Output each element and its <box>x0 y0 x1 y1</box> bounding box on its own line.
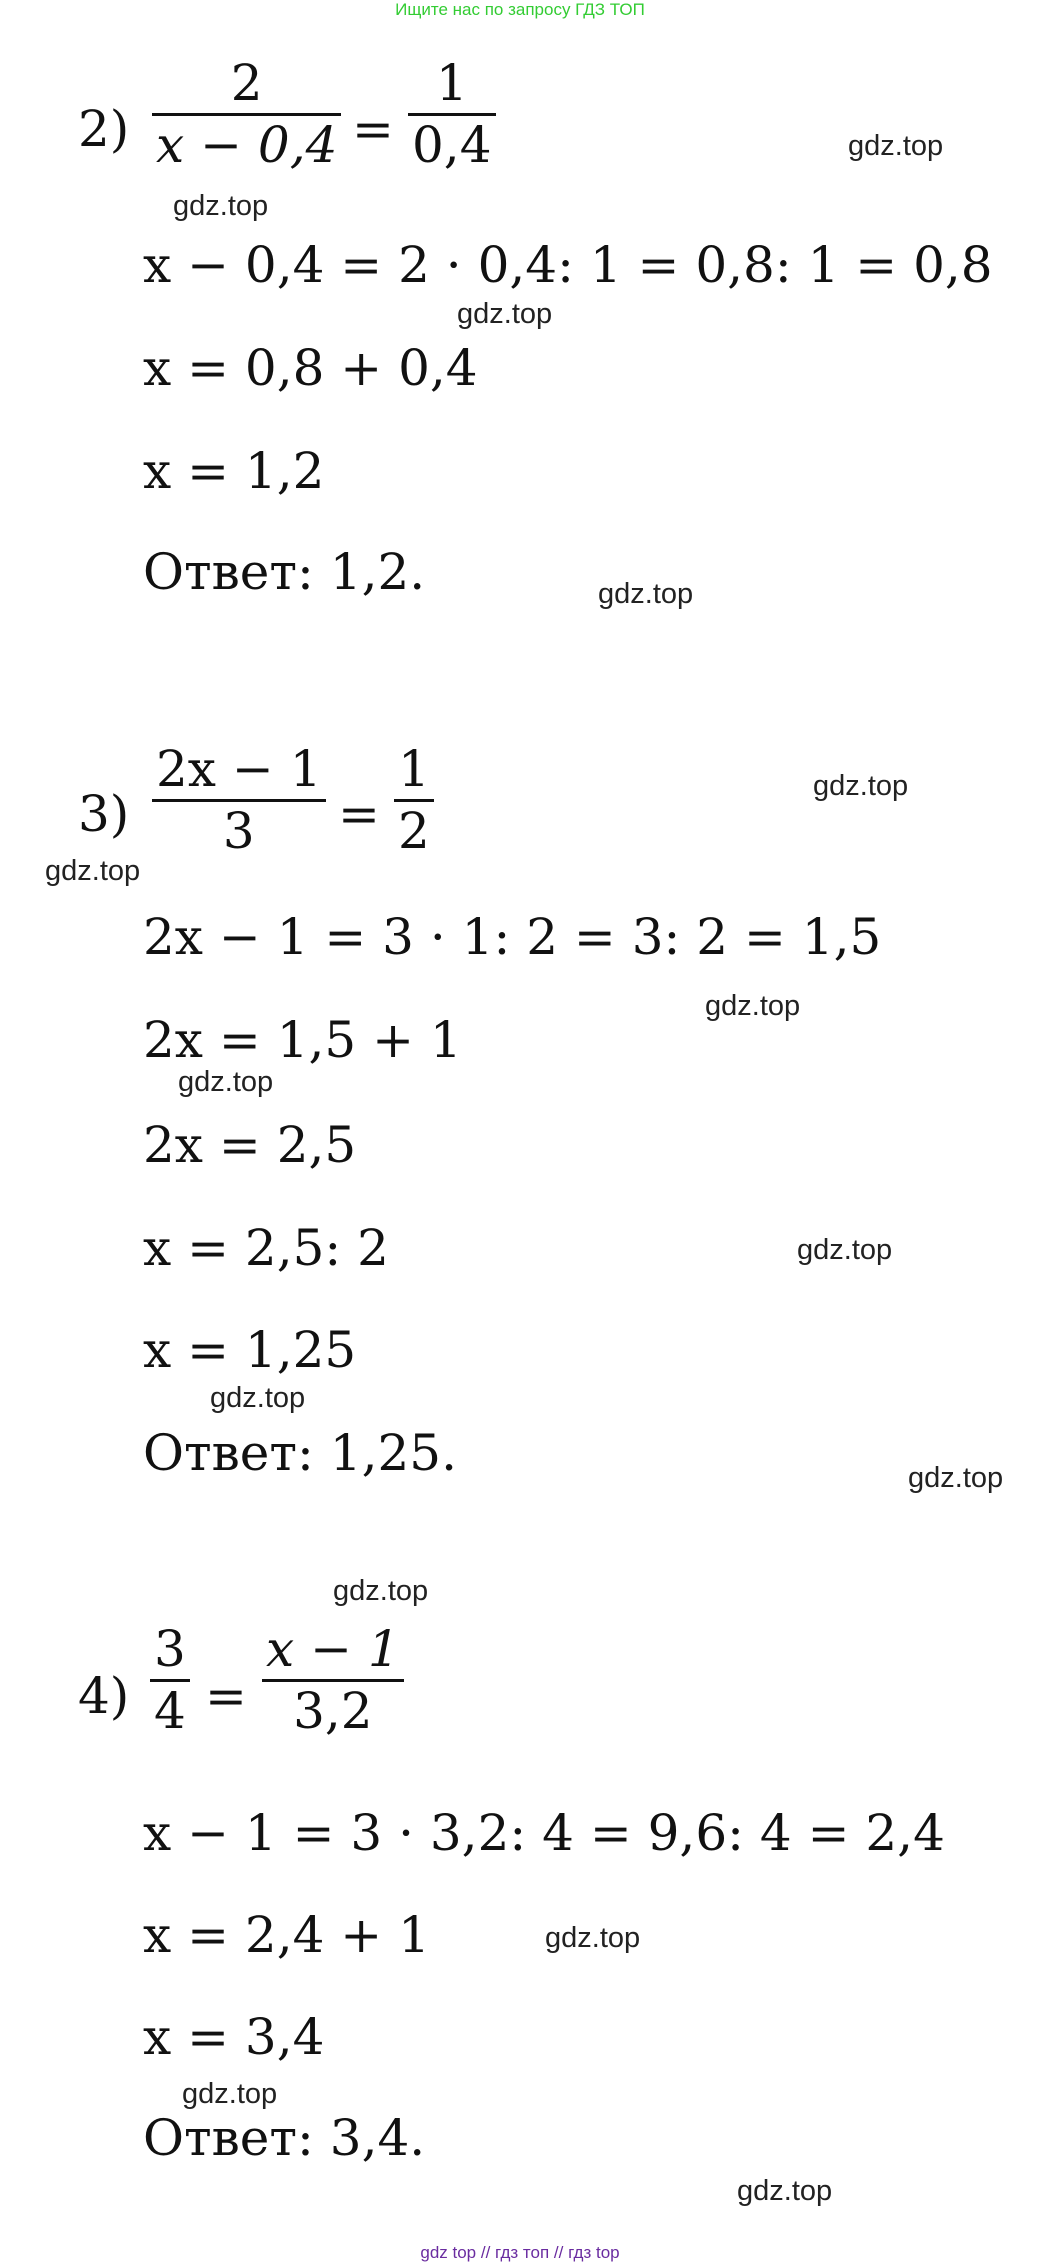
watermark: gdz.top <box>737 2175 833 2207</box>
fraction-numerator: 2x − 1 <box>156 740 322 798</box>
watermark: gdz.top <box>173 190 269 222</box>
problem-4-number: 4) <box>78 1667 130 1725</box>
problem-3-step-4: x = 2,5: 2 <box>143 1219 389 1277</box>
problem-4-fraction-left <box>150 1620 190 1741</box>
footer-link-gdz-top-ru[interactable]: гдз топ <box>495 2243 550 2262</box>
problem-2-number: 2) <box>78 100 130 158</box>
problem-2-step-3: x = 1,2 <box>143 442 325 500</box>
footer-separator: // <box>553 2243 564 2262</box>
fraction-numerator: 1 <box>398 740 430 798</box>
fraction-numerator: x − 1 <box>266 1620 400 1678</box>
problem-4-step-1: x − 1 = 3 · 3,2: 4 = 9,6: 4 = 2,4 <box>143 1804 945 1862</box>
problem-3-step-1: 2x − 1 = 3 · 1: 2 = 3: 2 = 1,5 <box>143 908 882 966</box>
problem-4-step-3: x = 3,4 <box>143 2008 325 2066</box>
problem-2-step-1: x − 0,4 = 2 · 0,4: 1 = 0,8: 1 = 0,8 <box>143 236 993 294</box>
watermark: gdz.top <box>908 1462 1004 1494</box>
problem-2-step-2: x = 0,8 + 0,4 <box>143 339 478 397</box>
watermark: gdz.top <box>598 578 694 610</box>
fraction-denominator: 4 <box>154 1682 186 1740</box>
watermark: gdz.top <box>182 2078 278 2110</box>
problem-4-fraction-right <box>262 1620 404 1741</box>
watermark: gdz.top <box>848 130 944 162</box>
watermark: gdz.top <box>545 1922 641 1954</box>
fraction-numerator: 3 <box>154 1620 186 1678</box>
problem-4-answer: Ответ: 3,4. <box>143 2109 426 2167</box>
problem-2-answer: Ответ: 1,2. <box>143 543 426 601</box>
problem-4-step-2: x = 2,4 + 1 <box>143 1906 430 1964</box>
footer-link-gdz-top[interactable]: gdz top <box>420 2243 477 2262</box>
problem-3-fraction-left <box>152 740 326 861</box>
footer-link-gdz-top-mixed[interactable]: гдз top <box>568 2243 620 2262</box>
problem-3-equals: = <box>338 785 380 843</box>
fraction-denominator: 3,2 <box>293 1682 373 1740</box>
watermark: gdz.top <box>333 1575 429 1607</box>
fraction-numerator: 1 <box>435 54 468 112</box>
problem-3-step-3: 2x = 2,5 <box>143 1116 357 1174</box>
footer-separator: // <box>480 2243 491 2262</box>
problem-3-step-2: 2x = 1,5 + 1 <box>143 1011 462 1069</box>
watermark: gdz.top <box>45 855 141 887</box>
problem-2-fraction-left <box>152 54 341 175</box>
fraction-denominator: 2 <box>398 802 430 860</box>
fraction-denominator: 3 <box>222 802 255 860</box>
watermark: gdz.top <box>705 990 801 1022</box>
fraction-denominator: 0,4 <box>412 116 492 174</box>
problem-3-answer: Ответ: 1,25. <box>143 1424 458 1482</box>
problem-2-fraction-right <box>408 54 496 175</box>
watermark: gdz.top <box>797 1234 893 1266</box>
problem-3-step-5: x = 1,25 <box>143 1321 357 1379</box>
watermark: gdz.top <box>178 1066 274 1098</box>
watermark: gdz.top <box>813 770 909 802</box>
fraction-numerator: 2 <box>230 54 263 112</box>
problem-3-number: 3) <box>78 785 130 843</box>
problem-2-equals: = <box>352 100 394 158</box>
problem-3-fraction-right <box>394 740 434 861</box>
problem-4-equals: = <box>205 1667 247 1725</box>
watermark: gdz.top <box>210 1382 306 1414</box>
fraction-denominator: x − 0,4 <box>156 116 338 174</box>
footer-links <box>0 2243 1040 2263</box>
watermark: gdz.top <box>457 298 553 330</box>
top-banner[interactable]: Ищите нас по запросу ГДЗ ТОП <box>395 0 645 19</box>
